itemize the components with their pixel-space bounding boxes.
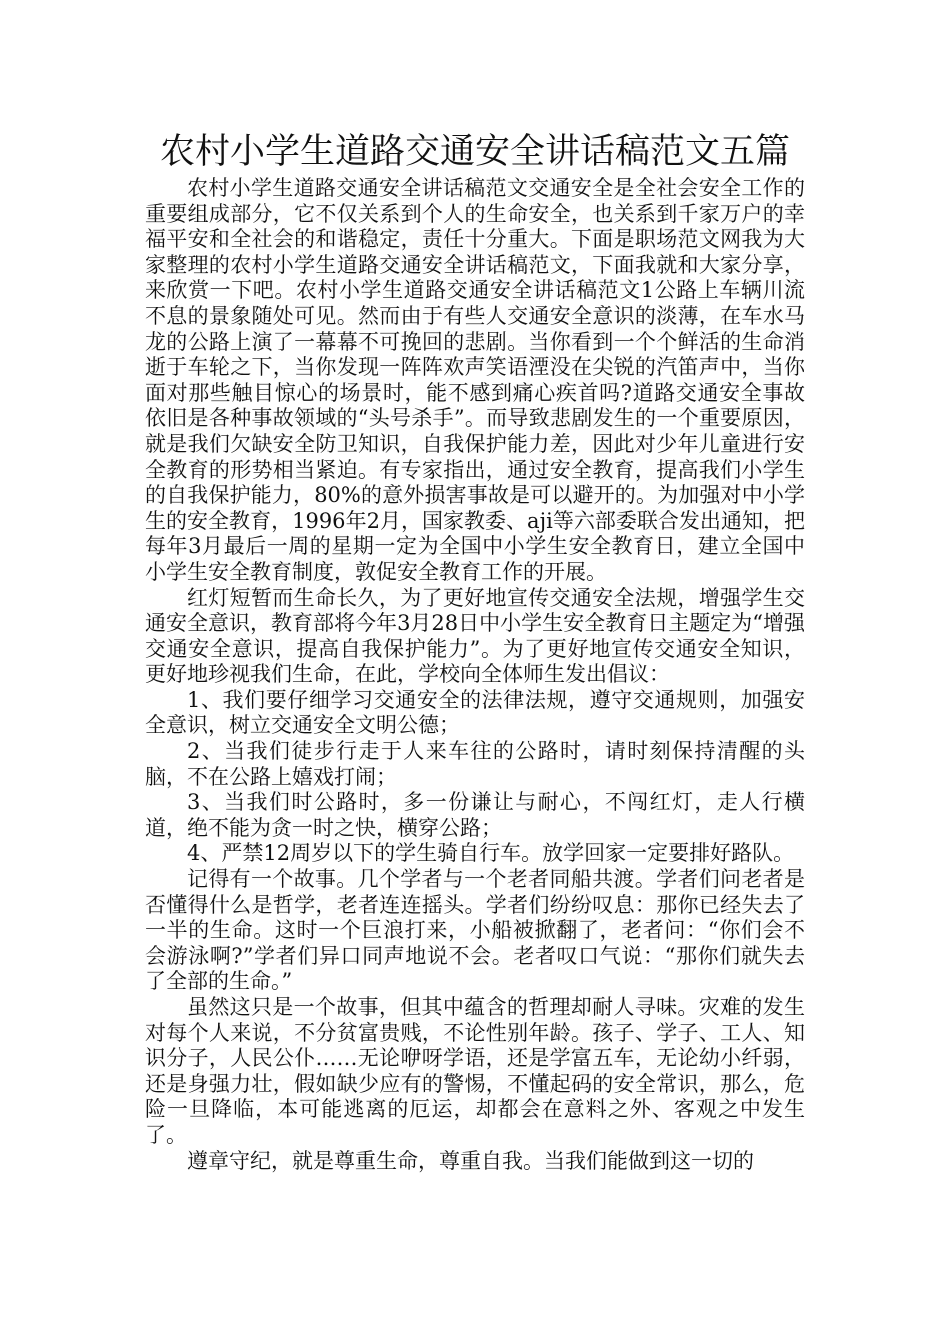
- paragraph-item-4: 4、严禁12周岁以下的学生骑自行车。放学回家一定要排好路队。: [187, 841, 795, 866]
- paragraph-initiative: 红灯短暂而生命长久，为了更好地宣传交通安全法规，增强学生交通安全意识，教育部将今年3月28日中小学生安全教育日主题定为“增强交通安全意识，提高自我保护能力”。为了更好地宣传交通安全知识，更好地珍视我们生命，在此，学校向全体师生发出倡议：: [145, 585, 805, 687]
- paragraph-story: 记得有一个故事。几个学者与一个老者同船共渡。学者们问老者是否懂得什么是哲学，老者连连摇头。学者们纷纷叹息：那你已经失去了一半的生命。这时一个巨浪打来，小船被掀翻了，老者问：“你们会不会游泳啊?”学者们异口同声地说不会。老者叹口气说：“那你们就失去了全部的生命。”: [145, 867, 805, 994]
- paragraph-item-2: 2、当我们徒步行走于人来车往的公路时，请时刻保持清醒的头脑，不在公路上嬉戏打闹；: [145, 739, 805, 789]
- document-body: [145, 130, 805, 1174]
- paragraph-item-3: 3、当我们时公路时，多一份谦让与耐心，不闯红灯，走人行横道，绝不能为贪一时之快，横穿公路；: [145, 790, 805, 840]
- paragraph-intro: 农村小学生道路交通安全讲话稿范文交通安全是全社会安全工作的重要组成部分，它不仅关系到个人的生命安全，也关系到千家万户的幸福平安和全社会的和谐稳定，责任十分重大。下面是职场范文网我为大家整理的农村小学生道路交通安全讲话稿范文，下面我就和大家分享，来欣赏一下吧。农村小学生道路交通安全讲话稿范文1公路上车辆川流不息的景象随处可见。然而由于有些人交通安全意识的淡薄，在车水马龙的公路上演了一幕幕不可挽回的悲剧。当你看到一个个鲜活的生命消逝于车轮之下，当你发现一阵阵欢声笑语湮没在尖锐的汽笛声中，当你面对那些触目惊心的场景时，能不感到痛心疾首吗?道路交通安全事故依旧是各种事故领域的“头号杀手”。而导致悲剧发生的一个重要原因，就是我们欠缺安全防卫知识，自我保护能力差，因此对少年儿童进行安全教育的形势相当紧迫。有专家指出，通过安全教育，提高我们小学生的自我保护能力，80%的意外损害事故是可以避开的。为加强对中小学生的安全教育，1996年2月，国家教委、aji等六部委联合发出通知，把每年3月最后一周的星期一定为全国中小学生安全教育日，建立全国中小学生安全教育制度，敦促安全教育工作的开展。: [145, 176, 805, 584]
- paragraph-reflection: 虽然这只是一个故事，但其中蕴含的哲理却耐人寻味。灾难的发生对每个人来说，不分贫富贵贱，不论性别年龄。孩子、学子、工人、知识分子，人民公仆……无论咿呀学语，还是学富五车，无论幼小纤弱，还是身强力壮，假如缺少应有的警惕，不懂起码的安全常识，那么，危险一旦降临，本可能逃离的厄运，却都会在意料之外、客观之中发生了。: [145, 995, 805, 1147]
- document-title: 农村小学生道路交通安全讲话稿范文五篇: [159, 132, 790, 172]
- paragraph-closing: 遵章守纪，就是尊重生命，尊重自我。当我们能做到这一切的: [187, 1148, 754, 1173]
- paragraph-item-1: 1、我们要仔细学习交通安全的法律法规，遵守交通规则，加强安全意识，树立交通安全文明公德；: [145, 687, 805, 738]
